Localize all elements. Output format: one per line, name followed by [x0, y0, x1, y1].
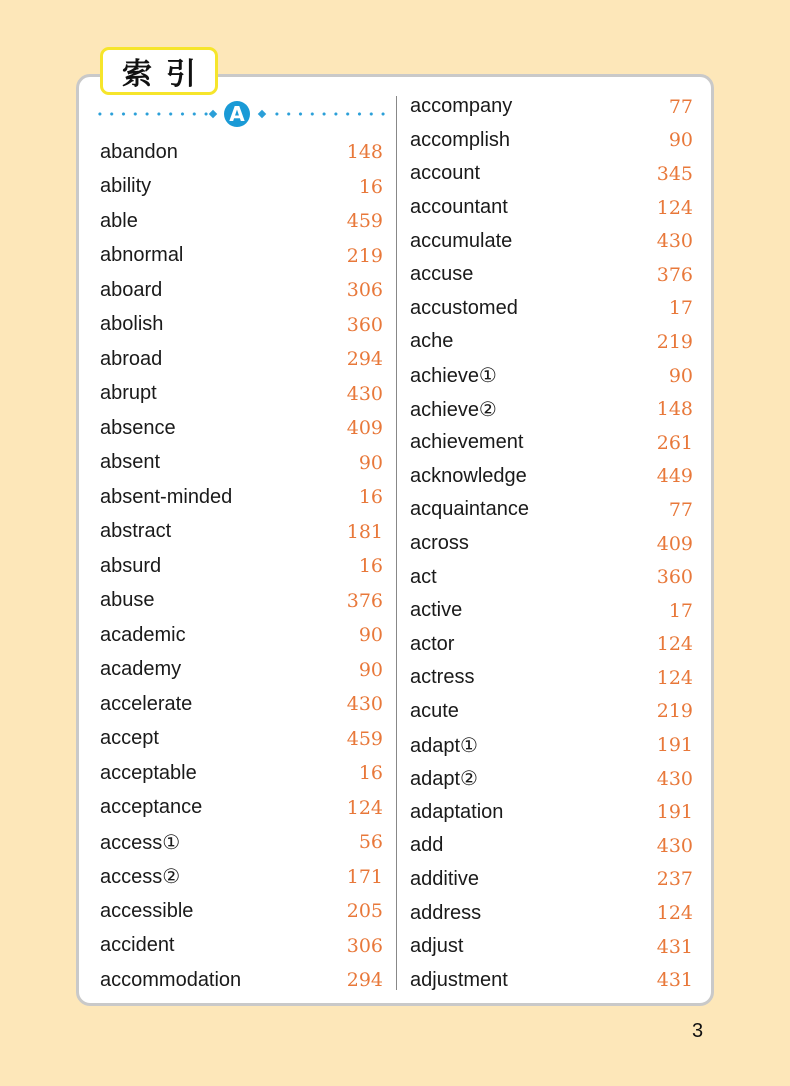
index-word: actress	[410, 666, 475, 689]
index-word: across	[410, 532, 469, 555]
index-word: additive	[410, 867, 479, 890]
index-entry	[100, 653, 383, 688]
index-page-ref: 459	[346, 727, 383, 750]
index-page-ref: 449	[656, 465, 693, 488]
index-page-ref: 430	[656, 767, 693, 790]
index-word: access①	[100, 831, 181, 854]
index-word: accept	[100, 727, 159, 750]
index-page-ref: 17	[668, 599, 693, 622]
index-page-ref: 90	[668, 129, 693, 152]
index-entry	[100, 273, 383, 308]
index-entry	[100, 515, 383, 550]
index-page-ref: 409	[346, 417, 383, 440]
index-word: adapt②	[410, 768, 478, 791]
index-word: accelerate	[100, 692, 193, 715]
index-entry	[100, 860, 383, 895]
index-page-ref: 430	[346, 693, 383, 716]
index-entry	[100, 618, 383, 653]
index-entry	[410, 695, 693, 729]
index-entry	[410, 426, 693, 460]
index-entry	[410, 863, 693, 897]
index-word: aboard	[100, 278, 163, 301]
index-page-ref: 430	[656, 230, 693, 253]
index-word: adjustment	[410, 968, 508, 991]
index-page-ref: 124	[346, 796, 383, 819]
index-entry	[100, 722, 383, 757]
index-word: accustomed	[410, 296, 518, 319]
index-entry	[100, 342, 383, 377]
index-entry	[100, 480, 383, 515]
index-word: abandon	[100, 140, 178, 163]
index-page-ref: 237	[656, 868, 693, 891]
index-word: accident	[100, 934, 175, 957]
index-page-ref: 219	[656, 700, 693, 723]
index-entry	[100, 135, 383, 170]
index-word: actor	[410, 632, 455, 655]
index-entry	[410, 292, 693, 326]
index-word: accomplish	[410, 128, 511, 151]
index-word: abroad	[100, 347, 163, 370]
index-page-ref: 124	[656, 196, 693, 219]
index-entry	[100, 825, 383, 860]
index-entry	[410, 493, 693, 527]
index-entry	[410, 124, 693, 158]
index-entry	[410, 963, 693, 997]
column-divider	[396, 96, 397, 990]
section-dots-left	[94, 112, 212, 116]
index-page-ref: 409	[656, 532, 693, 555]
index-word: absent	[100, 451, 161, 474]
index-page-ref: 90	[358, 658, 383, 681]
index-entry	[410, 325, 693, 359]
index-entry	[410, 157, 693, 191]
index-word: acceptance	[100, 796, 203, 819]
index-word: account	[410, 162, 481, 185]
index-entry	[410, 728, 693, 762]
index-entry	[410, 628, 693, 662]
index-entry	[410, 594, 693, 628]
index-page-ref: 430	[346, 382, 383, 405]
index-entry	[100, 170, 383, 205]
index-word: academic	[100, 623, 186, 646]
index-word: accompany	[410, 95, 513, 118]
index-page-ref: 90	[358, 451, 383, 474]
index-word: add	[410, 834, 444, 857]
index-page-ref: 171	[346, 865, 383, 888]
index-page-ref: 205	[346, 900, 383, 923]
index-page-ref: 148	[346, 141, 383, 164]
index-word: absent-minded	[100, 485, 233, 508]
section-letter-badge: A	[224, 101, 250, 127]
index-word: abstract	[100, 520, 172, 543]
index-word: ache	[410, 330, 454, 353]
index-page-ref: 124	[656, 666, 693, 689]
index-entry	[410, 560, 693, 594]
index-word: acknowledge	[410, 464, 527, 487]
index-word: address	[410, 901, 482, 924]
index-page-ref: 124	[656, 633, 693, 656]
index-page-ref: 124	[656, 902, 693, 925]
index-page-ref: 219	[346, 244, 383, 267]
index-entry	[410, 224, 693, 258]
index-page-ref: 17	[668, 297, 693, 320]
index-word: ability	[100, 175, 152, 198]
index-entry	[100, 791, 383, 826]
index-entry	[100, 894, 383, 929]
index-word: absence	[100, 416, 176, 439]
index-column-right	[410, 90, 693, 997]
index-page-ref: 459	[346, 210, 383, 233]
index-entry	[100, 584, 383, 619]
index-page-ref: 56	[358, 831, 383, 854]
index-word: adaptation	[410, 800, 504, 823]
index-page-ref: 16	[358, 486, 383, 509]
index-page-ref: 431	[656, 969, 693, 992]
index-page-ref: 191	[656, 734, 693, 757]
index-page-ref: 16	[358, 555, 383, 578]
index-entry	[100, 411, 383, 446]
index-page-ref: 219	[656, 330, 693, 353]
index-entry	[410, 527, 693, 561]
index-word: adapt①	[410, 734, 478, 757]
index-word: acceptable	[100, 761, 197, 784]
index-word: accessible	[100, 899, 194, 922]
index-word: academy	[100, 658, 182, 681]
index-entry	[410, 896, 693, 930]
index-entry	[410, 661, 693, 695]
index-word: adjust	[410, 935, 464, 958]
index-page-ref: 148	[656, 398, 693, 421]
index-entry	[100, 687, 383, 722]
index-page-ref: 16	[358, 762, 383, 785]
index-word: acute	[410, 699, 459, 722]
index-word: absurd	[100, 554, 162, 577]
index-word: accuse	[410, 263, 474, 286]
index-page-ref: 430	[656, 834, 693, 857]
index-page-ref: 376	[346, 589, 383, 612]
index-word: access②	[100, 866, 181, 889]
index-page-ref: 77	[668, 95, 693, 118]
index-entry	[100, 756, 383, 791]
index-entry	[100, 308, 383, 343]
index-word: abolish	[100, 313, 164, 336]
index-entry	[410, 795, 693, 829]
index-page-ref: 90	[358, 624, 383, 647]
index-page-ref: 294	[346, 969, 383, 992]
index-entry	[410, 90, 693, 124]
index-word: act	[410, 565, 437, 588]
index-word: able	[100, 209, 138, 232]
index-page-ref: 90	[668, 364, 693, 387]
index-word: accountant	[410, 196, 508, 219]
index-entry	[100, 204, 383, 239]
index-page-ref: 261	[656, 431, 693, 454]
index-page-ref: 16	[358, 175, 383, 198]
index-entry	[410, 191, 693, 225]
index-entry	[410, 762, 693, 796]
index-entry	[100, 549, 383, 584]
index-entry	[100, 377, 383, 412]
index-word: abrupt	[100, 382, 157, 405]
index-word: achievement	[410, 431, 524, 454]
index-entry	[100, 446, 383, 481]
index-page-ref: 431	[656, 935, 693, 958]
index-entry	[410, 359, 693, 393]
section-dots-right	[271, 112, 387, 116]
index-word: achieve②	[410, 398, 497, 421]
index-page-ref: 360	[656, 566, 693, 589]
index-word: achieve①	[410, 365, 497, 388]
index-word: accommodation	[100, 968, 242, 991]
index-word: acquaintance	[410, 498, 529, 521]
index-page-ref: 360	[346, 313, 383, 336]
index-word: active	[410, 599, 463, 622]
index-page-ref: 77	[668, 498, 693, 521]
index-word: accumulate	[410, 229, 513, 252]
page-number: 3	[692, 1020, 704, 1042]
index-page-ref: 345	[656, 162, 693, 185]
index-entry	[410, 460, 693, 494]
index-word: abnormal	[100, 244, 184, 267]
index-page-ref: 306	[346, 934, 383, 957]
index-word: abuse	[100, 589, 155, 612]
index-entry	[100, 929, 383, 964]
index-page-ref: 306	[346, 279, 383, 302]
index-entry	[410, 258, 693, 292]
index-entry	[410, 930, 693, 964]
index-column-left	[100, 135, 383, 998]
index-page-ref: 376	[656, 263, 693, 286]
index-page-ref: 181	[346, 520, 383, 543]
index-entry	[100, 239, 383, 274]
index-entry	[100, 963, 383, 998]
index-page-ref: 294	[346, 348, 383, 371]
index-entry	[410, 829, 693, 863]
index-title: 索引	[100, 47, 218, 95]
index-page-ref: 191	[656, 801, 693, 824]
index-entry	[410, 392, 693, 426]
